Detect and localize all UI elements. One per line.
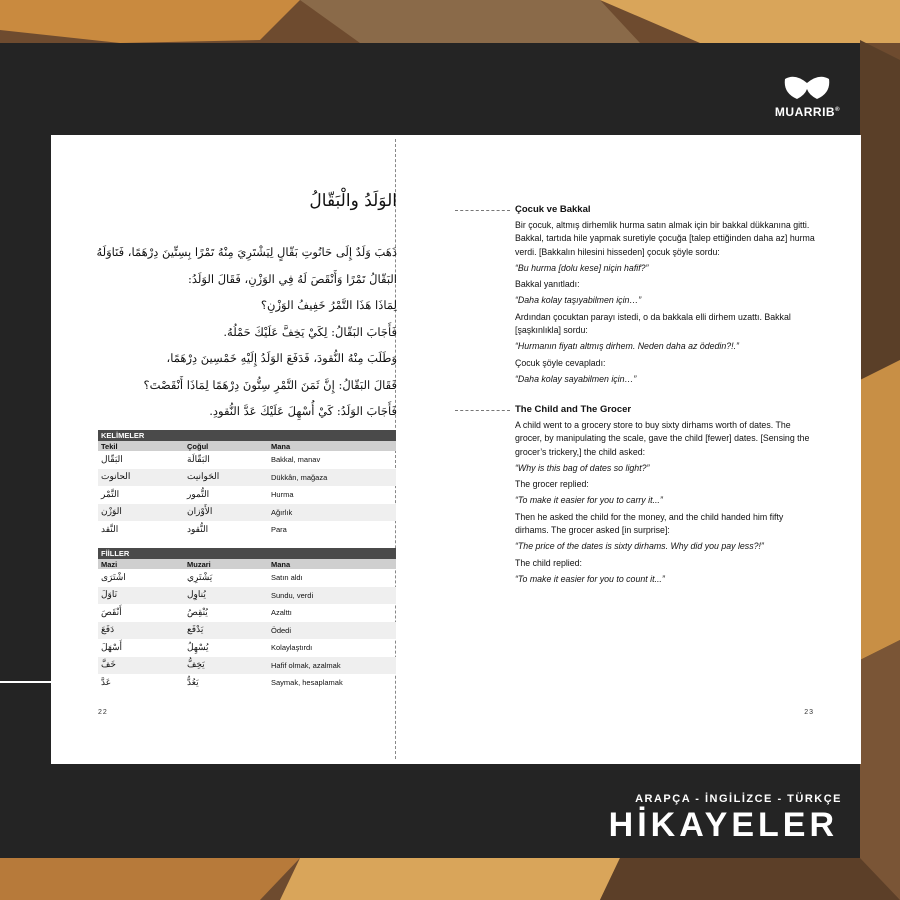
- cell: أَنْقَصَ: [101, 607, 122, 618]
- quote-paragraph: “To make it easier for you to count it...”: [515, 573, 665, 584]
- cell: Ağırlık: [268, 504, 396, 522]
- story-paragraph: Bakkal yanıtladı:: [515, 279, 580, 290]
- quote-paragraph: “Bu hurma [dolu kese] niçin hafif?”: [515, 262, 649, 273]
- arabic-story-text: [93, 239, 397, 425]
- arabic-line: وَطَلَبَ مِنْهُ النُّقودَ، فَدَفَعَ الوَلَدُ إِلَيْهِ خَمْسِينَ دِرْهَمًا،: [166, 351, 397, 365]
- fiiller-title: FİİLLER: [98, 548, 396, 559]
- series-title: HİKAYELER: [608, 806, 838, 844]
- quote-paragraph: “Hurmanın fiyatı altmış dirhem. Neden daha az ödedin?!.”: [515, 341, 739, 352]
- cell: الوَزْن: [98, 504, 184, 522]
- english-title: The Child and The Grocer: [515, 404, 632, 415]
- cell: اشْتَرَى: [101, 572, 126, 583]
- quote-paragraph: “The price of the dates is sixty dirhams. Why did you pay less?!”: [515, 541, 764, 552]
- page-number-left: 22: [98, 709, 108, 716]
- quote-paragraph: “Daha kolay taşıyabilmen için…”: [515, 295, 642, 306]
- column-header: Mana: [268, 441, 396, 451]
- muarrib-logo: [775, 75, 840, 119]
- cell: البَقّال: [101, 454, 123, 465]
- cell: Satın aldı: [271, 573, 303, 583]
- cell: Azalttı: [271, 608, 292, 618]
- fiiller-table: [98, 548, 396, 692]
- cell: Sundu, verdi: [268, 587, 396, 605]
- column-header: Muzari: [184, 559, 268, 569]
- kelimeler-title: KELİMELER: [98, 430, 396, 441]
- table-row: [98, 657, 396, 675]
- cell: النُّقود: [187, 524, 209, 535]
- story-paragraph: A child went to a grocery store to buy sixty dirhams worth of dates. The grocer, by manipulating the scale, gave the child [fewer] dates. [Sensing the grocer’s trickery,] the child asked:: [515, 420, 810, 457]
- cell: يَخِفُّ: [184, 657, 268, 675]
- cell: عَدَّ: [101, 677, 112, 688]
- cell: التُّمور: [187, 489, 210, 500]
- table-row: [98, 639, 396, 657]
- table-row: [98, 604, 396, 622]
- story-paragraph: Ardından çocuktan parayı istedi, o da bakkala elli dirhem uzattı. Bakkal [şaşkınlıkla] sordu:: [515, 311, 791, 336]
- table-row: [98, 587, 396, 605]
- table-row: [98, 622, 396, 640]
- turkish-story: [515, 204, 815, 389]
- story-paragraph: Then he asked the child for the money, and the child handed him fifty dirhams. The grocer asked [in surprise]:: [515, 511, 784, 536]
- cell: الحانوت: [98, 469, 184, 487]
- cell: نَاوَلَ: [98, 587, 184, 605]
- cell: يَشْتَرِي: [187, 572, 213, 583]
- cell: Ödedi: [268, 622, 396, 640]
- story-paragraph: The child replied:: [515, 557, 582, 568]
- edge-rule: [0, 681, 51, 683]
- column-header: Mazi: [98, 559, 184, 569]
- cell: يَعُدُّ: [187, 677, 199, 688]
- table-row: [98, 569, 396, 587]
- cell: يَدْفَع: [184, 622, 268, 640]
- section-dash: [455, 210, 510, 211]
- table-row: [98, 469, 396, 487]
- cell: الحَوانيت: [184, 469, 268, 487]
- cell: الأَوْزان: [184, 504, 268, 522]
- column-header: Mana: [268, 559, 396, 569]
- cell: أَسْهَلَ: [101, 642, 123, 653]
- cell: Para: [271, 525, 287, 535]
- column-header: Çoğul: [184, 441, 268, 451]
- logo-registered: ®: [835, 107, 840, 113]
- quote-paragraph: “Daha kolay sayabilmen için…”: [515, 373, 637, 384]
- cell: Hafif olmak, azalmak: [268, 657, 396, 675]
- logo-mark-icon: [783, 75, 831, 101]
- quote-paragraph: “Why is this bag of dates so light?”: [515, 462, 650, 473]
- turkish-paragraphs: [515, 219, 815, 386]
- arabic-story-title: الوَلَدُ والْبَقّالُ: [309, 191, 397, 211]
- cell: التَّمْر: [101, 489, 120, 500]
- table-row: [98, 521, 396, 539]
- cell: Bakkal, manav: [271, 455, 321, 465]
- cell: البَقّالَة: [187, 454, 210, 465]
- section-dash: [455, 410, 510, 411]
- english-paragraphs: [515, 419, 815, 586]
- kelimeler-table: [98, 430, 396, 539]
- table-row: [98, 504, 396, 522]
- quote-paragraph: “To make it easier for you to carry it...”: [515, 495, 663, 506]
- logo-text: MUARRIB: [774, 105, 836, 119]
- cell: Kolaylaştırdı: [271, 643, 313, 653]
- table-row: [98, 674, 396, 692]
- cell: Saymak, hesaplamak: [271, 678, 343, 688]
- cell: النَّقد: [101, 524, 119, 535]
- book-spread: [51, 135, 861, 764]
- arabic-line: لِمَاذَا هَذَا التَّمْرُ خَفِيفُ الوَزْنِ؟: [260, 298, 397, 312]
- column-header: Tekil: [98, 441, 184, 451]
- story-paragraph: Bir çocuk, altmış dirhemlik hurma satın almak için bir bakkal dükkanına gitti. Bakkal, tartıda hile yapmak suretiyle çocuğa [talep ettiğinden daha az] hurma verdi. [Bakkalın hilesini hisseden] çocuk şöyle sordu:: [515, 220, 815, 257]
- cell: دَفَعَ: [98, 622, 184, 640]
- turkish-title: Çocuk ve Bakkal: [515, 204, 591, 215]
- story-paragraph: Çocuk şöyle cevapladı:: [515, 357, 606, 368]
- table-row: [98, 451, 396, 469]
- series-subtitle: ARAPÇA - İNGİLİZCE - TÜRKÇE: [635, 793, 842, 805]
- table-row: [98, 486, 396, 504]
- cell: يُسْهِلُ: [187, 642, 209, 653]
- cell: يُنْقِصُ: [187, 607, 208, 618]
- cell: يُناوِل: [184, 587, 268, 605]
- arabic-line: فَأَجَابَ الوَلَدُ: كَيْ أُسْهِلَ عَلَيْكَ عَدَّ النُّقودِ.: [209, 404, 397, 418]
- story-paragraph: The grocer replied:: [515, 479, 589, 490]
- arabic-line: فَقَالَ البَقّالُ: إِنَّ ثَمَنَ التَّمْرِ سِتُّونَ دِرْهَمًا لِمَاذَا أَنْقَصْتَ؟: [143, 377, 397, 392]
- cell: Dükkân, mağaza: [268, 469, 396, 487]
- english-story: [515, 404, 815, 589]
- cell: Hurma: [271, 490, 294, 500]
- cell: خَفَّ: [98, 657, 184, 675]
- arabic-line: ذَهَبَ وَلَدٌ إِلَى حَانُوتِ بَقّالٍ لِيَشْتَرِيَ مِنْهُ تَمْرًا بِسِتِّينَ دِرْهَمًا، فَنَاوَلَهُ البَقّالُ تَمْرًا وَأَنْقَصَ لَهُ فِي الوَزْنِ، فَقَالَ الوَلَدُ:: [96, 245, 397, 286]
- page-number-right: 23: [804, 709, 814, 716]
- arabic-line: فَأَجَابَ البَقّالُ: لِكَيْ يَخِفَّ عَلَيْكَ حَمْلُهُ.: [223, 324, 397, 339]
